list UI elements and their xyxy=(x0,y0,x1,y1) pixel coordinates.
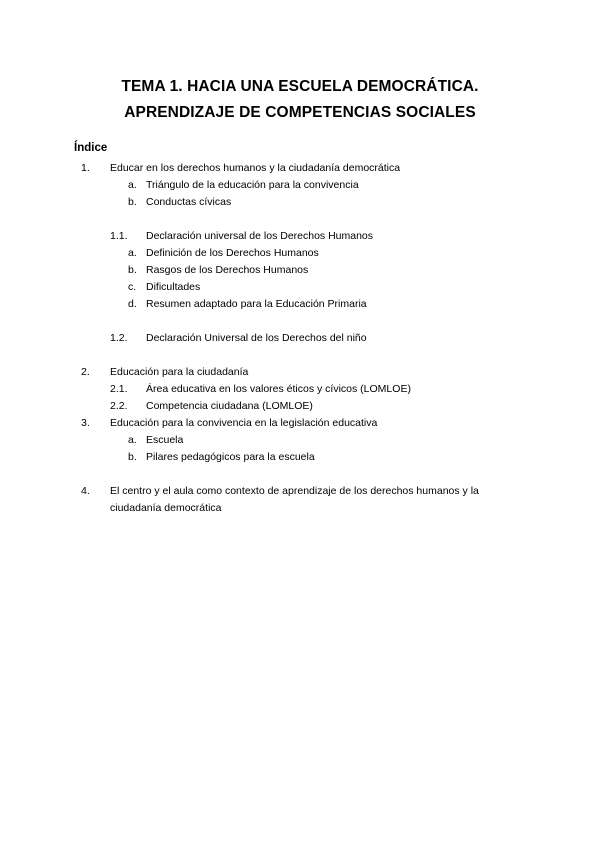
index-item-number: a. xyxy=(128,247,137,259)
index-item-number: 1. xyxy=(81,162,90,174)
index-item-text: Pilares pedagógicos para la escuela xyxy=(146,451,315,463)
index-item-number: 3. xyxy=(81,417,90,429)
index-item-number: c. xyxy=(128,281,137,293)
index-item-text: Declaración universal de los Derechos Humanos xyxy=(146,230,374,242)
index-item-number: b. xyxy=(128,196,137,208)
index-item-number: b. xyxy=(128,264,137,276)
index-item-text: El centro y el aula como contexto de aprendizaje de los derechos humanos y la ciudadanía democrática xyxy=(110,485,479,514)
document-title-line1: TEMA 1. HACIA UNA ESCUELA DEMOCRÁTICA. xyxy=(121,78,479,95)
index-heading: Índice xyxy=(74,142,108,154)
index-item-text: Educación para la ciudadanía xyxy=(110,366,249,378)
index-item-text: Declaración Universal de los Derechos del niño xyxy=(146,332,367,344)
index-item-number: 1.1. xyxy=(110,230,128,242)
index-item-text: Dificultades xyxy=(146,281,201,293)
index-item-text: Definición de los Derechos Humanos xyxy=(146,247,319,259)
index-item-number: 4. xyxy=(81,485,90,497)
index-item-text: Educación para la convivencia en la legislación educativa xyxy=(110,417,378,429)
index-item-text: Resumen adaptado para la Educación Primaria xyxy=(146,298,367,310)
index-item-text: Escuela xyxy=(146,434,184,446)
index-item-number: a. xyxy=(128,179,137,191)
index-item-text: Rasgos de los Derechos Humanos xyxy=(146,264,309,276)
document-title-line2: APRENDIZAJE DE COMPETENCIAS SOCIALES xyxy=(124,104,476,121)
index-item-number: 2.2. xyxy=(110,400,128,412)
index-item-number: b. xyxy=(128,451,137,463)
index-item-text: Triángulo de la educación para la convivencia xyxy=(146,179,359,191)
index-item-text: Área educativa en los valores éticos y cívicos (LOMLOE) xyxy=(146,383,411,395)
index-item-number: 1.2. xyxy=(110,332,128,344)
index-item-number: 2. xyxy=(81,366,90,378)
index-item-number: d. xyxy=(128,298,137,310)
index-item-number: a. xyxy=(128,434,137,446)
index-item-number: 2.1. xyxy=(110,383,128,395)
index-item-text: Conductas cívicas xyxy=(146,196,232,208)
index-item-text: Competencia ciudadana (LOMLOE) xyxy=(146,400,313,412)
index-item-text: Educar en los derechos humanos y la ciudadanía democrática xyxy=(110,162,401,174)
